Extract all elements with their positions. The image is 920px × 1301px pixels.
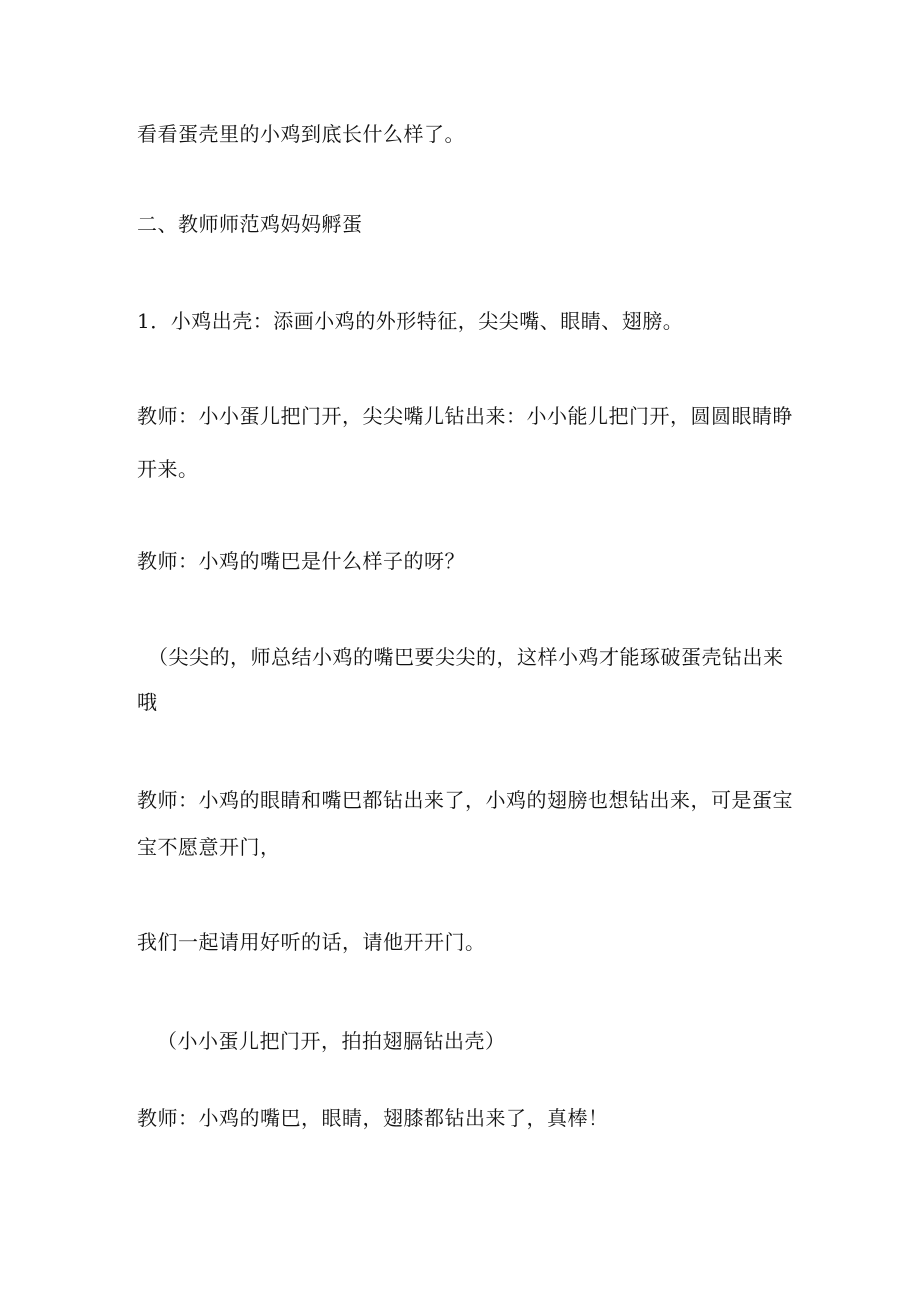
text-line-10: 宝不愿意开门， [137,835,281,859]
text-line-1: 看看蛋壳里的小鸡到底长什么样了。 [137,122,465,146]
text-line-6: 教师：小鸡的嘴巴是什么样子的呀？ [137,549,465,573]
text-line-5: 开来。 [137,457,199,481]
text-line-7: （尖尖的，师总结小鸡的嘴巴要尖尖的，这样小鸡才能琢破蛋壳钻出来 [148,645,784,669]
text-line-11: 我们一起请用好听的话，请他开开门。 [137,930,486,954]
text-line-13: 教师：小鸡的嘴巴，眼睛，翅膝都钻出来了，真棒！ [137,1106,609,1130]
section-heading: 二、教师师范鸡妈妈孵蛋 [137,212,363,236]
text-line-12: （小小蛋儿把门开，拍拍翅膈钻出壳） [157,1029,506,1053]
text-line-8: 哦 [137,690,158,714]
text-line-4: 教师：小小蛋儿把门开，尖尖嘴儿钻出来：小小能儿把门开，圆圆眼睛睁 [137,404,793,428]
text-line-3: 1．小鸡出壳：添画小鸡的外形特征，尖尖嘴、眼睛、翅膀。 [137,309,684,333]
text-line-9: 教师：小鸡的眼睛和嘴巴都钻出来了，小鸡的翅膀也想钻出来，可是蛋宝 [137,788,793,812]
